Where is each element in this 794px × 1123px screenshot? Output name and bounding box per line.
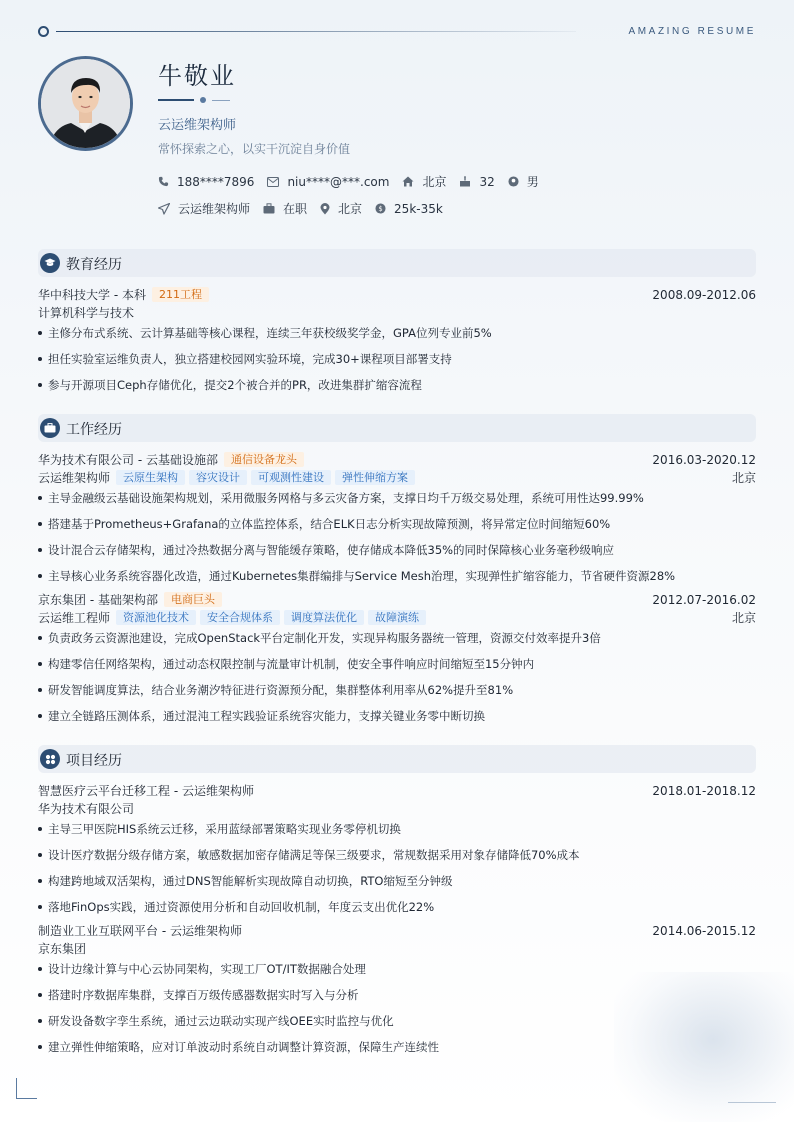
job-location: 北京	[731, 611, 756, 625]
job-header	[38, 452, 756, 468]
target-role-item	[158, 200, 250, 217]
age-item	[459, 175, 494, 189]
age-text: 32	[479, 174, 495, 189]
skill-tag: 容灾设计	[189, 470, 247, 485]
school-name: 华中科技大学 - 本科	[38, 288, 146, 302]
mail-icon	[267, 177, 279, 187]
location-icon	[320, 203, 330, 215]
brand-label: AMAZING RESUME	[628, 26, 756, 37]
education-section-title: 教育经历	[66, 257, 122, 273]
job-bullet: 搭建基于Prometheus+Grafana的立体监控体系，结合ELK日志分析实现故障预测，将异常定位时间缩短60%	[38, 516, 756, 532]
home-icon	[402, 176, 414, 187]
grid-icon	[40, 749, 60, 769]
skill-tag: 安全合规体系	[200, 610, 280, 625]
project-name: 智慧医疗云平台迁移工程 - 云运维架构师	[38, 784, 254, 798]
status-item	[263, 200, 307, 217]
project-company: 华为技术有限公司	[38, 802, 135, 816]
job-role: 云运维工程师	[38, 611, 111, 625]
project-bullet: 构建跨地域双活架构，通过DNS智能解析实现故障自动切换，RTO缩短至分钟级	[38, 873, 756, 889]
ring-icon	[38, 26, 49, 37]
project-bullet: 搭建时序数据库集群，支撑百万级传感器数据实时写入与分析	[38, 987, 756, 1003]
school-tag: 211工程	[152, 287, 209, 302]
hometown-text: 北京	[422, 175, 447, 189]
svg-text:$: $	[378, 204, 383, 213]
projects-section-title: 项目经历	[66, 753, 122, 769]
education-header	[38, 287, 756, 303]
contact-row	[158, 173, 552, 190]
job-bullet: 主导核心业务系统容器化改造，通过Kubernetes集群编排与Service Mesh治理，实现弹性扩缩容能力，节省硬件资源28%	[38, 568, 756, 584]
gender-item	[508, 173, 539, 190]
job-bullet: 构建零信任网络架构，通过动态权限控制与流量审计机制，使安全事件响应时间缩短至15分钟内	[38, 656, 756, 672]
job-header	[38, 592, 756, 608]
project-name: 制造业工业互联网平台 - 云运维架构师	[38, 924, 242, 938]
company-tag: 电商巨头	[164, 592, 222, 607]
project-bullet: 研发设备数字孪生系统，通过云边联动实现产线OEE实时监控与优化	[38, 1013, 756, 1029]
projects-section-header	[38, 745, 756, 773]
education-bullet: 主修分布式系统、云计算基础等核心课程，连续三年获校级奖学金，GPA位列专业前5%	[38, 325, 756, 341]
skill-tag: 弹性伸缩方案	[335, 470, 415, 485]
skill-tag: 可观测性建设	[251, 470, 331, 485]
job-company: 华为技术有限公司 - 云基础设施部	[38, 453, 218, 467]
phone-text: 188****7896	[177, 174, 255, 189]
education-date: 2008.09-2012.06	[652, 288, 756, 302]
candidate-name: 牛敬业	[158, 62, 236, 90]
phone-icon	[158, 176, 169, 187]
salary-item	[375, 202, 443, 216]
avatar	[38, 56, 133, 151]
graduation-cap-icon	[40, 253, 60, 273]
candidate-title: 云运维架构师	[158, 118, 237, 133]
job-role: 云运维架构师	[38, 471, 111, 485]
project-company: 京东集团	[38, 942, 87, 956]
project-bullet: 落地FinOps实践，通过资源使用分析和自动回收机制，年度云支出优化22%	[38, 899, 756, 915]
target-role-text: 云运维架构师	[178, 202, 251, 216]
job-role-row	[38, 470, 756, 486]
city-text: 北京	[338, 202, 363, 216]
decorative-blur	[614, 972, 794, 1122]
city-item	[320, 200, 362, 217]
job-company: 京东集团 - 基础架构部	[38, 593, 158, 607]
job-bullet: 研发智能调度算法，结合业务潮汐特征进行资源预分配，集群整体利用率从62%提升至81%	[38, 682, 756, 698]
job-date: 2016.03-2020.12	[652, 453, 756, 467]
project-header	[38, 923, 756, 939]
cake-icon	[459, 176, 471, 187]
footer-line	[728, 1102, 776, 1103]
gender-icon	[508, 176, 519, 187]
header-divider	[56, 31, 576, 32]
job-role-row	[38, 610, 756, 626]
job-bullet: 负责政务云资源池建设，完成OpenStack平台定制化开发，实现异构服务器统一管理，资源交付效率提升3倍	[38, 630, 756, 646]
skill-tag: 资源池化技术	[116, 610, 196, 625]
briefcase-icon	[40, 418, 60, 438]
job-bullet: 建立全链路压测体系，通过混沌工程实践验证系统容灾能力，支撑关键业务零中断切换	[38, 708, 756, 724]
email-item	[267, 175, 389, 189]
avatar-photo	[41, 59, 130, 148]
skill-tag: 调度算法优化	[284, 610, 364, 625]
status-text: 在职	[283, 202, 308, 216]
job-intent-row	[158, 200, 456, 217]
education-bullet: 担任实验室运维负责人，独立搭建校园网实验环境，完成30+课程项目部署支持	[38, 351, 756, 367]
education-major: 计算机科学与技术	[38, 306, 135, 320]
candidate-motto: 常怀探索之心，以实干沉淀自身价值	[158, 142, 351, 156]
header-bar	[38, 26, 756, 38]
hometown-item	[402, 173, 446, 190]
work-section-header	[38, 414, 756, 442]
send-icon	[158, 203, 170, 215]
project-date: 2018.01-2018.12	[652, 784, 756, 798]
skill-tag: 云原生架构	[116, 470, 185, 485]
project-bullet: 设计医疗数据分级存储方案，敏感数据加密存储满足等保三级要求，常规数据采用对象存储降低70%成本	[38, 847, 756, 863]
education-section-header	[38, 249, 756, 277]
job-location: 北京	[731, 471, 756, 485]
project-header	[38, 783, 756, 799]
skill-tag: 故障演练	[368, 610, 426, 625]
job-bullet: 主导金融级云基础设施架构规划，采用微服务网格与多云灾备方案，支撑日均千万级交易处理，系统可用性达99.99%	[38, 490, 756, 506]
name-divider	[158, 96, 248, 104]
education-bullet: 参与开源项目Ceph存储优化，提交2个被合并的PR，改进集群扩缩容流程	[38, 377, 756, 393]
project-date: 2014.06-2015.12	[652, 924, 756, 938]
salary-text: 25k-35k	[394, 201, 443, 216]
project-bullet: 主导三甲医院HIS系统云迁移，采用蓝绿部署策略实现业务零停机切换	[38, 821, 756, 837]
project-bullet: 设计边缘计算与中心云协同架构，实现工厂OT/IT数据融合处理	[38, 961, 756, 977]
job-bullet: 设计混合云存储架构，通过冷热数据分离与智能缓存策略，使存储成本降低35%的同时保障核心业务毫秒级响应	[38, 542, 756, 558]
gender-text: 男	[526, 175, 539, 189]
corner-decoration	[16, 1078, 37, 1099]
job-date: 2012.07-2016.02	[652, 593, 756, 607]
briefcase-icon	[263, 203, 275, 214]
project-bullet: 建立弹性伸缩策略，应对订单波动时系统自动调整计算资源，保障生产连续性	[38, 1039, 756, 1055]
email-text: niu****@***.com	[287, 174, 390, 189]
money-icon	[375, 203, 386, 214]
company-tag: 通信设备龙头	[224, 452, 304, 467]
work-section-title: 工作经历	[66, 422, 122, 438]
phone-item	[158, 175, 254, 189]
